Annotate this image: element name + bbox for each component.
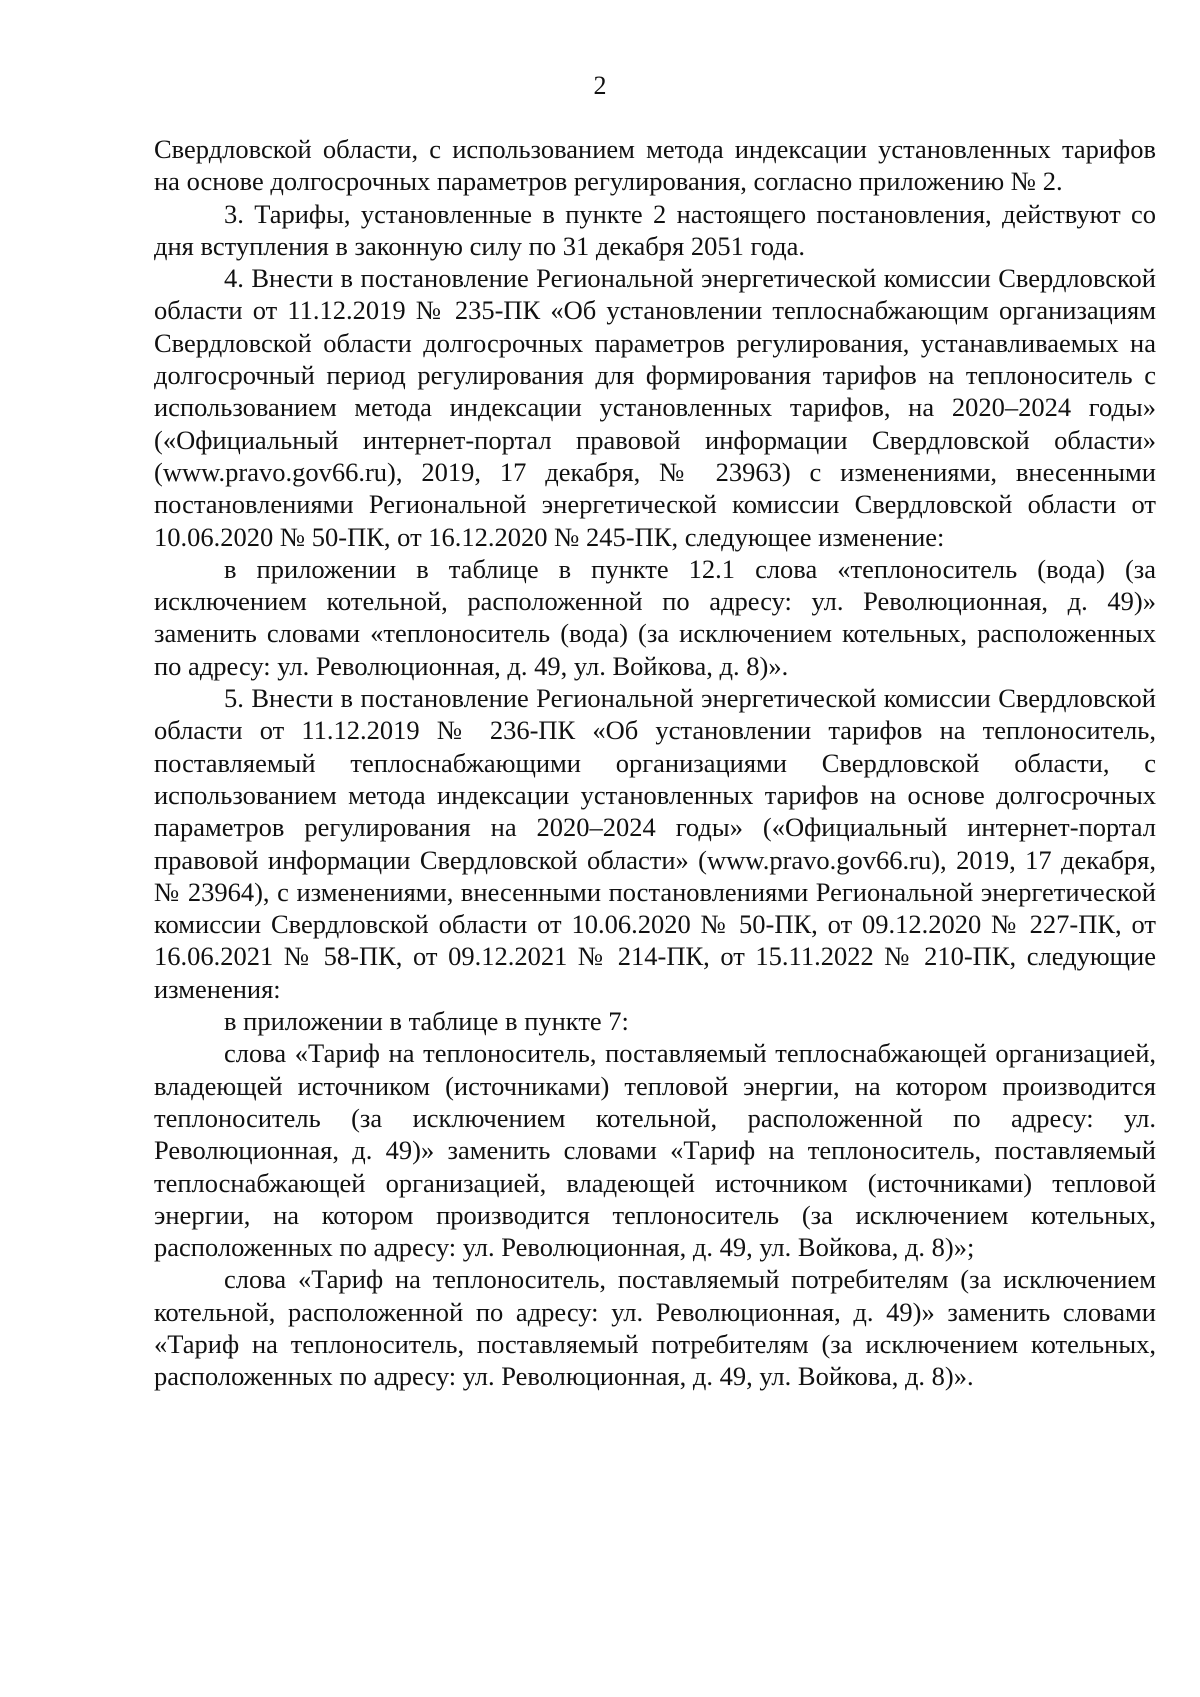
paragraph-item-5: 5. Внести в постановление Региональной энергетической комиссии Свердловской области от 11.12.2019 № 236-ПК «Об установлении тарифов на теплоноситель, поставляемый теплоснабжающими организациями Свердловской области, с использованием метода индексации установленных тарифов на основе долгосрочных параметров регулирования на 2020–2024 годы» («Официальный интернет-портал правовой информации Свердловской области» (www.pravo.gov66.ru), 2019, 17 декабря, № 23964), с изменениями, внесенными постановлениями Региональной энергетической комиссии Свердловской области от 10.06.2020 № 50-ПК, от 09.12.2020 № 227-ПК, от 16.06.2021 № 58-ПК, от 09.12.2021 № 214-ПК, от 15.11.2022 № 210-ПК, следующие изменения: [154, 683, 1156, 1004]
paragraph-item-4-change: в приложении в таблице в пункте 12.1 слова «теплоноситель (вода) (за исключением котельной, расположенной по адресу: ул. Революционная, д. 49)» заменить словами «теплоноситель (вода) (за исключением котельных, расположенных по адресу: ул. Революционная, д. 49, ул. Войкова, д. 8)». [154, 553, 1156, 681]
paragraph-item-5-change-1: слова «Тариф на теплоноситель, поставляемый теплоснабжающей организацией, владеющей источником (источниками) тепловой энергии, на котором производится теплоноситель (за исключением котельной, расположенной по адресу: ул. Революционная, д. 49)» заменить словами «Тариф на теплоноситель, поставляемый теплоснабжающей организацией, владеющей источником (источниками) тепловой энергии, на котором производится теплоноситель (за исключением котельных, расположенных по адресу: ул. Революционная, д. 49, ул. Войкова, д. 8)»; [154, 1038, 1156, 1263]
paragraph-item-4: 4. Внести в постановление Региональной энергетической комиссии Свердловской области от 11.12.2019 № 235-ПК «Об установлении теплоснабжающим организациям Свердловской области долгосрочных параметров регулирования, устанавливаемых на долгосрочный период регулирования для формирования тарифов на теплоноситель с использованием метода индексации установленных тарифов, на 2020–2024 годы» («Официальный интернет-портал правовой информации Свердловской области» (www.pravo.gov66.ru), 2019, 17 декабря, № 23963) с изменениями, внесенными постановлениями Региональной энергетической комиссии Свердловской области от 10.06.2020 № 50-ПК, от 16.12.2020 № 245-ПК, следующее изменение: [154, 263, 1156, 552]
paragraph-continuation: Свердловской области, с использованием метода индексации установленных тарифов на основе долгосрочных параметров регулирования, согласно приложению № 2. [154, 134, 1156, 197]
document-body [154, 133, 1156, 1393]
paragraph-item-3: 3. Тарифы, установленные в пункте 2 настоящего постановления, действуют со дня вступления в законную силу по 31 декабря 2051 года. [154, 198, 1156, 261]
paragraph-item-5-change-2: слова «Тариф на теплоноситель, поставляемый потребителям (за исключением котельной, расположенной по адресу: ул. Революционная, д. 49)» заменить словами «Тариф на теплоноситель, поставляемый потребителям (за исключением котельных, расположенных по адресу: ул. Революционная, д. 49, ул. Войкова, д. 8)». [154, 1264, 1156, 1392]
paragraph-item-5-intro: в приложении в таблице в пункте 7: [224, 1006, 629, 1037]
page-number: 2 [593, 71, 607, 100]
